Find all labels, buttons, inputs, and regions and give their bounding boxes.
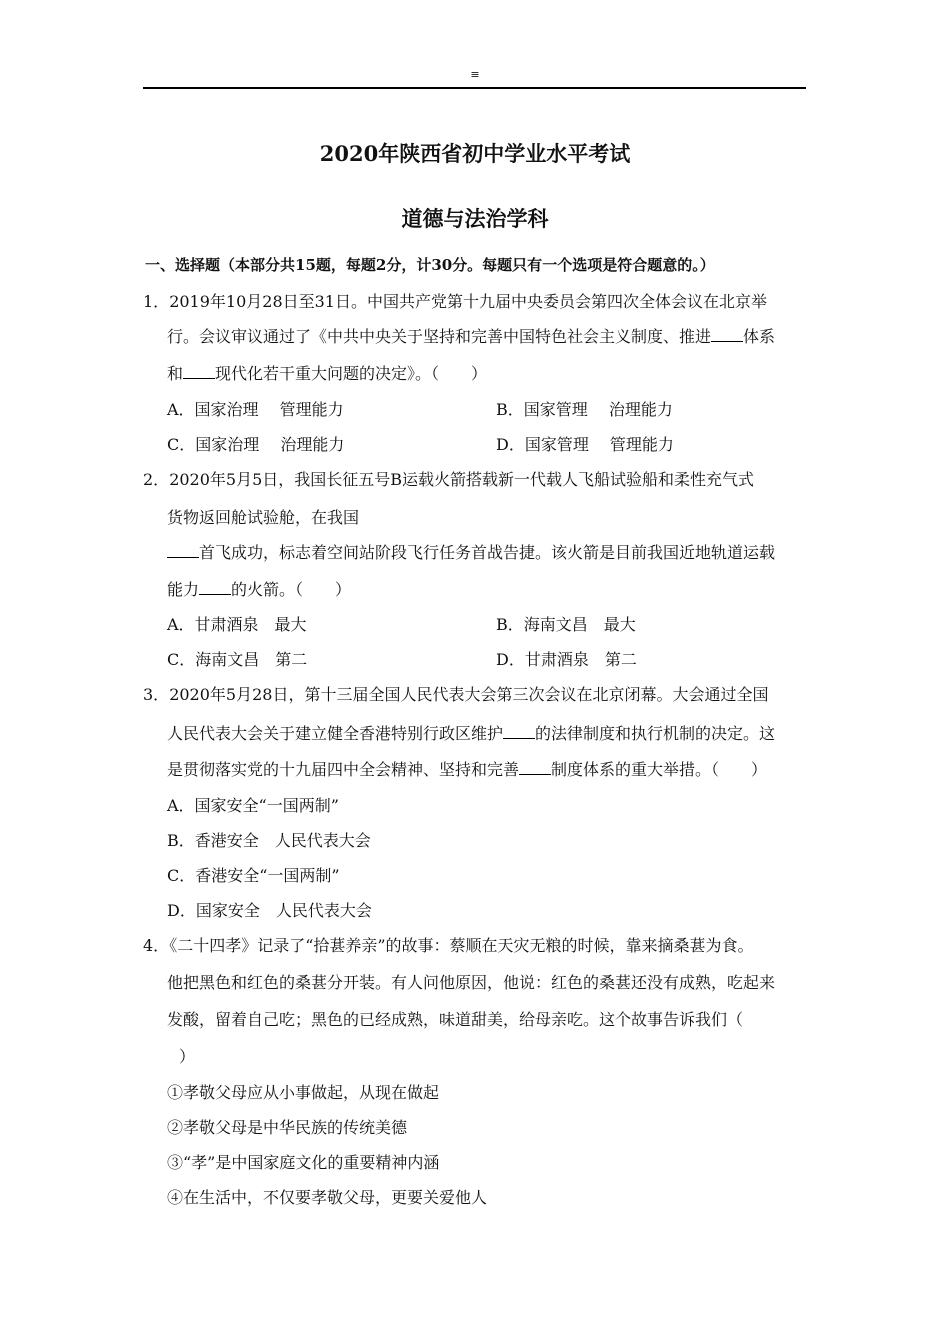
question-text: 和 (167, 364, 184, 383)
question-text: 人民代表大会关于建立健全香港特别行政区维护 (167, 724, 504, 743)
statement-item: ①孝敬父母应从小事做起，从现在做起 (167, 1083, 440, 1102)
answer-blank (199, 580, 231, 595)
statement-item: ②孝敬父母是中华民族的传统美德 (167, 1118, 408, 1137)
question-text: 他把黑色和红色的桑葚分开装。有人问他原因，他说：红色的桑葚还没有成熟，吃起来 (167, 973, 776, 992)
statement-item: ④在生活中，不仅要孝敬父母，更要关爱他人 (167, 1188, 488, 1207)
question-text: 的火箭。（ ） (231, 580, 352, 599)
question-text: ） (179, 1047, 196, 1066)
question-text: 发酸，留着自己吃；黑色的已经成熟，味道甜美，给母亲吃。这个故事告诉我们（ (167, 1010, 744, 1029)
option-d: D．国家管理 管理能力 (496, 435, 674, 454)
option-a: A．甘肃酒泉 最大 (167, 615, 307, 634)
question-text: 现代化若干重大问题的决定》。（ ） (215, 364, 488, 383)
question-text: 是贯彻落实党的十九届四中全会精神、坚持和完善 (167, 760, 520, 779)
question-text: 制度体系的重大举措。（ ） (551, 760, 768, 779)
exam-title: 2020年陕西省初中学业水平考试 (319, 141, 631, 166)
question-number: 2． (143, 470, 170, 489)
subject-title: 道德与法治学科 (401, 206, 549, 231)
question-text: 首飞成功，标志着空间站阶段飞行任务首战告捷。该火箭是目前我国近地轨道运载 (199, 543, 776, 562)
answer-blank (711, 327, 743, 342)
header-mark: ≡ (470, 68, 480, 81)
statement-item: ③“孝”是中国家庭文化的重要精神内涵 (167, 1153, 440, 1172)
question-text: 2020年5月5日，我国长征五号B运载火箭搭载新一代载人飞船试验船和柔性充气式 (169, 470, 755, 489)
question-text: 货物返回舱试验舱，在我国 (167, 508, 360, 527)
option-c: C．海南文昌 第二 (167, 650, 308, 669)
option-a: A．国家安全“一国两制” (167, 796, 339, 815)
question-text: 能力 (167, 580, 200, 599)
option-c: C．国家治理 治理能力 (167, 435, 345, 454)
question-number: 4． (143, 936, 170, 955)
option-a: A．国家治理 管理能力 (167, 400, 344, 419)
option-c: C．香港安全“一国两制” (167, 866, 340, 885)
answer-blank (519, 760, 551, 775)
question-text: 体系 (743, 327, 776, 346)
question-text: 行。会议审议通过了《中共中央关于坚持和完善中国特色社会主义制度、推进 (167, 327, 712, 346)
question-text: 的法律制度和执行机制的决定。这 (535, 724, 776, 743)
section-heading: 一、选择题（本部分共15题，每题2分，计30分。每题只有一个选项是符合题意的。） (145, 256, 715, 274)
header-rule (143, 87, 806, 89)
question-text: 2020年5月28日，第十三届全国人民代表大会第三次会议在北京闭幕。大会通过全国 (169, 685, 769, 704)
question-number: 3． (143, 685, 170, 704)
question-text: 2019年10月28日至31日。中国共产党第十九届中央委员会第四次全体会议在北京举 (169, 292, 767, 311)
option-d: D．国家安全 人民代表大会 (167, 901, 372, 920)
answer-blank (167, 543, 199, 558)
option-d: D．甘肃酒泉 第二 (496, 650, 637, 669)
option-b: B．海南文昌 最大 (496, 615, 636, 634)
question-number: 1． (143, 292, 170, 311)
option-b: B．国家管理 治理能力 (496, 400, 673, 419)
question-text: 《二十四孝》记录了“拾葚养亲”的故事：蔡顺在天灾无粮的时候，靠来摘桑葚为食。 (169, 936, 754, 955)
answer-blank (183, 364, 215, 379)
answer-blank (503, 724, 535, 739)
option-b: B．香港安全 人民代表大会 (167, 831, 371, 850)
